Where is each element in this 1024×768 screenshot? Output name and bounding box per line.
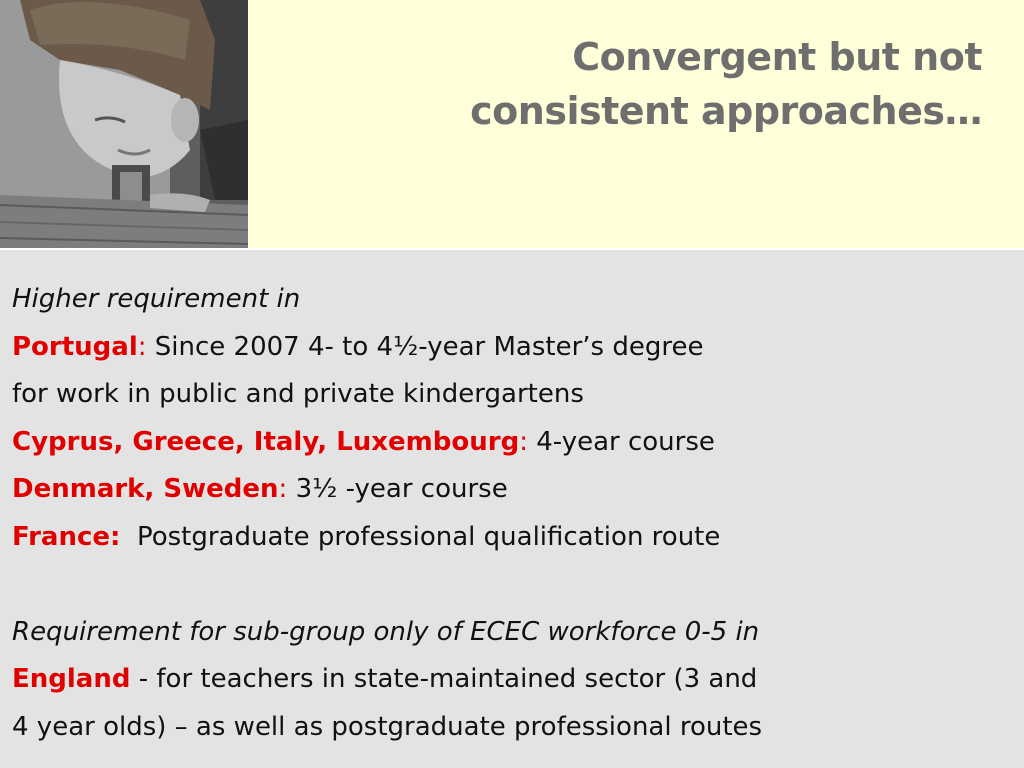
subgroup-heading: Requirement for sub-group only of ECEC workforce 0-5 in bbox=[12, 616, 760, 647]
england-text-1: - for teachers in state-maintained sector (3 and bbox=[130, 664, 758, 694]
cgil-text: 4-year course bbox=[527, 426, 715, 457]
blank-line bbox=[12, 561, 1004, 609]
higher-requirement-heading: Higher requirement in bbox=[12, 284, 301, 314]
country-england: England bbox=[12, 664, 131, 694]
slide-title-line1: Convergent but not bbox=[572, 35, 982, 79]
portugal-line-2: for work in public and private kindergartens bbox=[12, 379, 584, 409]
slide-title-line2: consistent approaches… bbox=[470, 89, 982, 133]
cgil-line bbox=[12, 419, 1004, 467]
slide-title bbox=[342, 30, 982, 138]
content-text bbox=[12, 276, 1004, 751]
portugal-line bbox=[12, 324, 1004, 372]
france-text: Postgraduate professional qualification route bbox=[120, 521, 721, 552]
ds-text: 3½ -year course bbox=[287, 474, 508, 504]
child-with-magnifier-photo bbox=[0, 0, 248, 248]
england-line-2: 4 year olds) – as well as postgraduate professional routes bbox=[12, 711, 763, 742]
england-line bbox=[12, 656, 1004, 704]
denmark-sweden-line bbox=[12, 466, 1004, 514]
country-denmark-sweden: Denmark, Sweden bbox=[12, 474, 279, 504]
france-line bbox=[12, 514, 1004, 562]
country-cyprus-greece-italy-luxembourg: Cyprus, Greece, Italy, Luxembourg bbox=[12, 426, 520, 457]
portugal-separator: : bbox=[137, 331, 147, 362]
ds-separator: : bbox=[278, 474, 288, 504]
country-france: France: bbox=[12, 521, 121, 552]
portugal-text-1: Since 2007 4- to 4½-year Master’s degree bbox=[146, 331, 704, 362]
country-portugal: Portugal bbox=[12, 331, 138, 362]
slide-header bbox=[0, 0, 1024, 248]
cgil-separator: : bbox=[519, 426, 528, 457]
